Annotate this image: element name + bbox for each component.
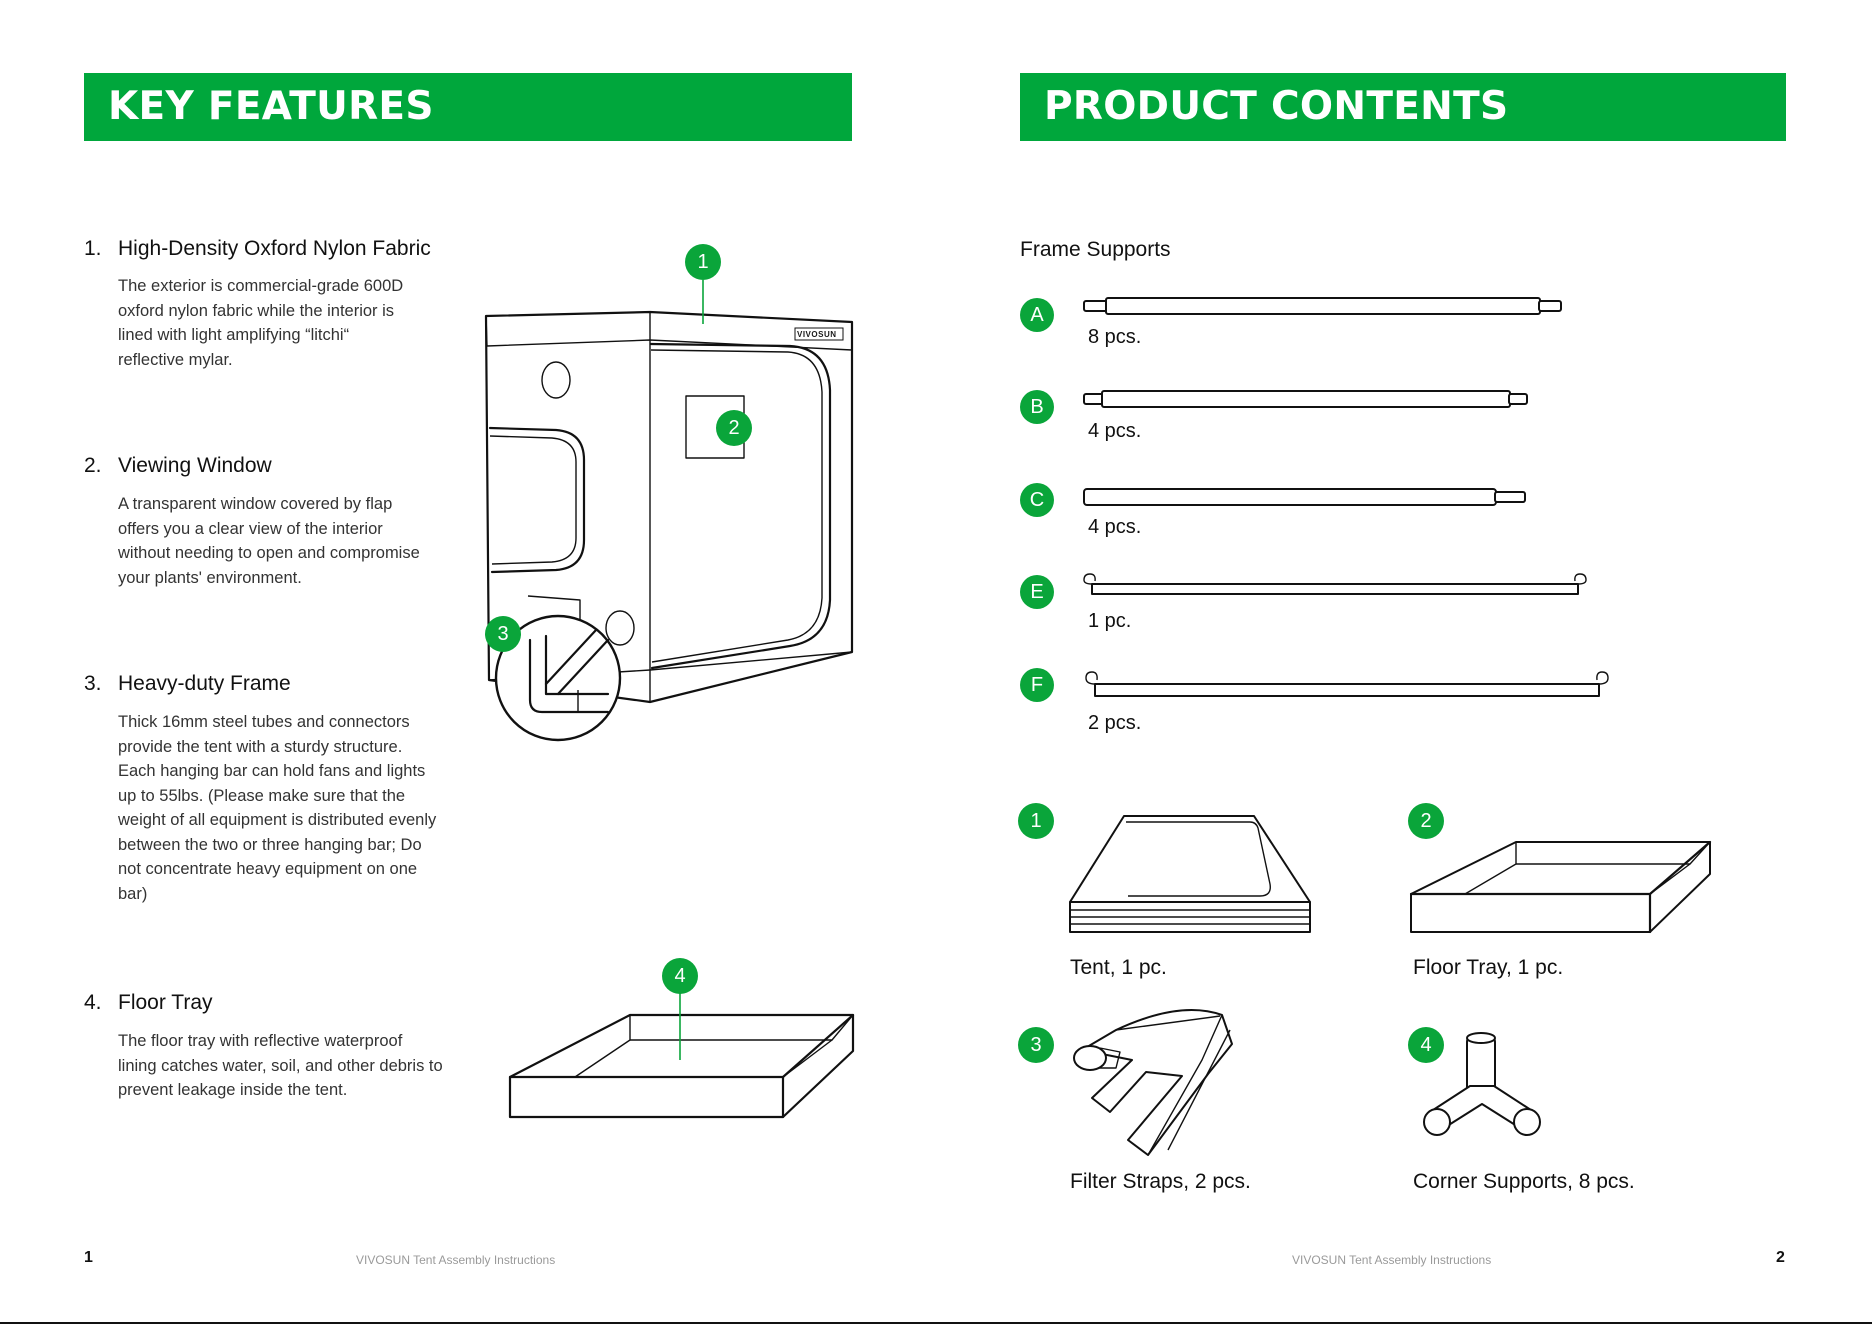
callout-3-badge: 3 (485, 616, 521, 652)
product-contents-heading: PRODUCT CONTENTS (1020, 73, 1786, 141)
item-4-badge: 4 (1408, 1027, 1444, 1063)
item-3-label: Filter Straps, 2 pcs. (1070, 1170, 1251, 1193)
item-3-badge: 3 (1018, 1027, 1054, 1063)
pole-f-qty: 2 pcs. (1088, 712, 1142, 734)
item-1-label: Tent, 1 pc. (1070, 956, 1167, 979)
feature-3-title: 3. Heavy-duty Frame (84, 672, 291, 695)
feature-1-description: The exterior is commercial-grade 600D oxford nylon fabric while the interior is lined with light amplifying “litchi“ reflective mylar. (118, 277, 404, 369)
items-illustration (0, 0, 1, 1)
item-2-badge: 2 (1408, 803, 1444, 839)
frame-supports-label: Frame Supports (1020, 238, 1171, 261)
pole-c-badge: C (1020, 483, 1054, 517)
pole-e-badge: E (1020, 575, 1054, 609)
footer-right: VIVOSUN Tent Assembly Instructions (1292, 1253, 1492, 1267)
pole-f-badge: F (1020, 668, 1054, 702)
callout-2-badge: 2 (716, 410, 752, 446)
vivosun-logo: VIVOSUN (797, 330, 837, 339)
pole-a-qty: 8 pcs. (1088, 326, 1142, 348)
feature-1-title: 1. High-Density Oxford Nylon Fabric (84, 237, 431, 260)
key-features-heading: KEY FEATURES (84, 73, 852, 141)
feature-2-description: A transparent window covered by flap offers you a clear view of the interior without needing to open and compromise your plants' environment. (118, 495, 420, 587)
item-2-label: Floor Tray, 1 pc. (1413, 956, 1564, 979)
footer-left: VIVOSUN Tent Assembly Instructions (356, 1253, 556, 1267)
item-4-label: Corner Supports, 8 pcs. (1413, 1170, 1635, 1193)
pole-e-qty: 1 pc. (1088, 610, 1132, 632)
feature-2-title: 2. Viewing Window (84, 454, 272, 477)
page-number-left: 1 (84, 1249, 93, 1266)
pole-a-badge: A (1020, 298, 1054, 332)
callout-1-badge: 1 (685, 244, 721, 280)
feature-4-title: 4. Floor Tray (84, 991, 213, 1014)
pole-c-qty: 4 pcs. (1088, 516, 1142, 538)
feature-3-description: Thick 16mm steel tubes and connectors provide the tent with a sturdy structure. Each hanging bar can hold fans and lights up to 55lbs. (Please make sure that the weight of all equipment is distributed evenly between the two or three hanging bar; Do not concentrate heavy equipment on one bar) (118, 713, 437, 903)
pole-b-qty: 4 pcs. (1088, 420, 1142, 442)
pole-b-badge: B (1020, 390, 1054, 424)
callout-4-badge: 4 (662, 958, 698, 994)
feature-4-description: The floor tray with reflective waterproof lining catches water, soil, and other debris to prevent leakage inside the tent. (118, 1032, 443, 1099)
item-1-badge: 1 (1018, 803, 1054, 839)
page-number-right: 2 (1776, 1249, 1785, 1266)
